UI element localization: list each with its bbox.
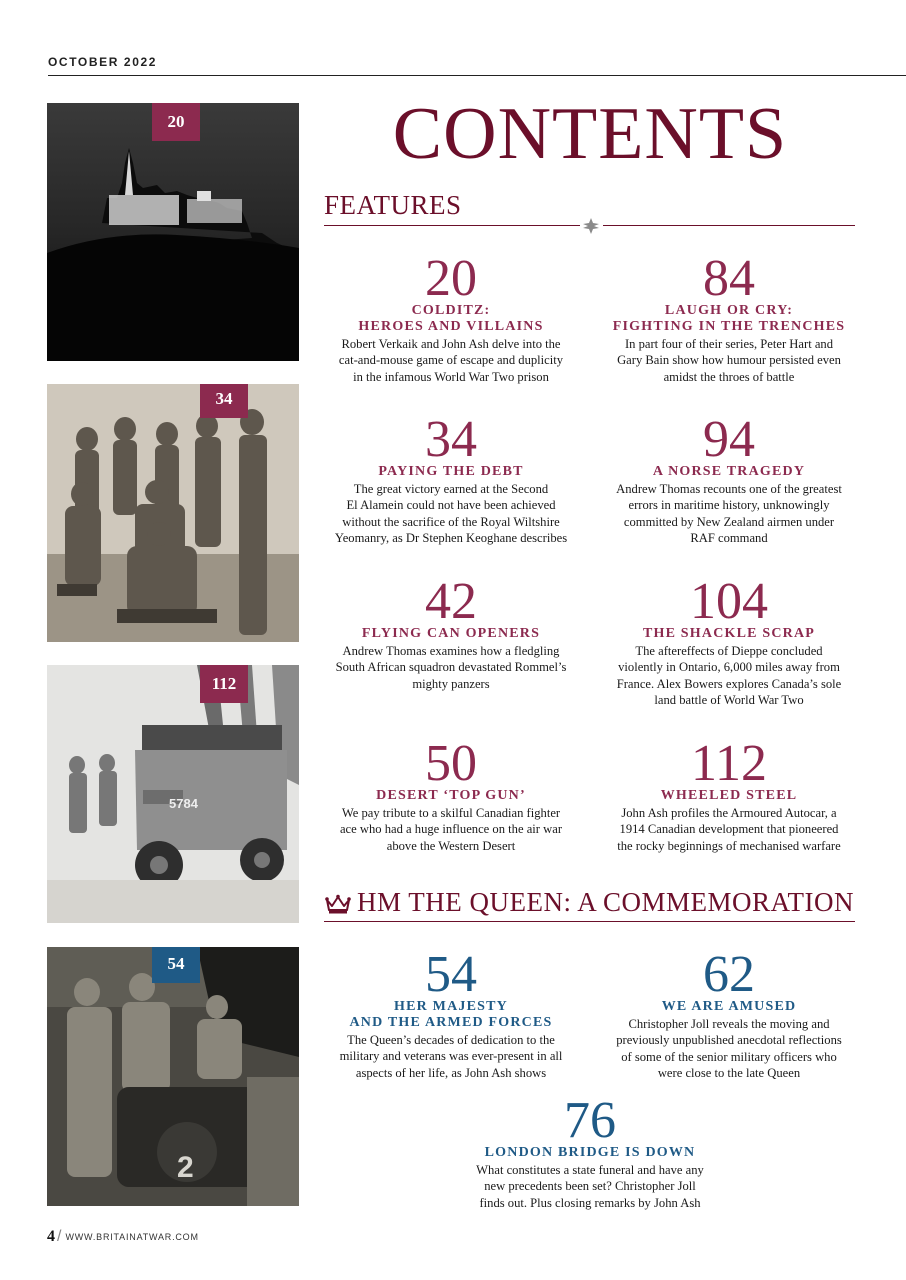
features-rule-right — [603, 225, 855, 226]
feature-entry[interactable] — [599, 735, 859, 854]
entry-page-number: 50 — [425, 735, 477, 792]
entry-title: COLDITZ: HEROES AND VILLAINS — [358, 303, 544, 334]
website-link[interactable]: WWW.BRITAINATWAR.COM — [65, 1232, 199, 1242]
entry-title: PAYING THE DEBT — [378, 464, 524, 479]
entry-description: We pay tribute to a skilful Canadian fighter ace who had a huge influence on the air war above the Western Desert — [339, 806, 563, 853]
feature-entry[interactable] — [599, 250, 859, 385]
photo-badge: 20 — [152, 103, 200, 141]
entry-title: DESERT ‘TOP GUN’ — [376, 788, 526, 803]
photo-badge: 54 — [152, 947, 200, 983]
photo-armoured-autocar — [47, 665, 299, 923]
cross-icon — [582, 217, 600, 235]
entry-page-number: 54 — [425, 946, 477, 1003]
entry-page-number: 42 — [425, 573, 477, 630]
photo-badge: 34 — [200, 384, 248, 418]
entry-description: The aftereffects of Dieppe concluded violently in Ontario, 6,000 miles away from France. Alex Bowers explores Canada’s sole land battle of World War Two — [616, 644, 842, 708]
entry-description: What constitutes a state funeral and have any new precedents been set? Christopher Joll finds out. Plus closing remarks by John Ash — [476, 1163, 704, 1210]
page-title: CONTENTS — [392, 93, 788, 175]
entry-page-number: 94 — [703, 411, 755, 468]
page-footer — [47, 1228, 199, 1246]
entry-title: LONDON BRIDGE IS DOWN — [484, 1145, 696, 1160]
entry-page-number: 112 — [690, 735, 768, 792]
svg-text:2: 2 — [177, 1151, 194, 1184]
feature-entry[interactable] — [321, 411, 581, 547]
feature-entry[interactable] — [321, 250, 581, 385]
queen-rule — [324, 921, 855, 922]
photo-women-servicing-vehicle — [47, 947, 299, 1206]
entry-page-number: 62 — [703, 946, 755, 1003]
entry-description: Christopher Joll reveals the moving and previously unpublished anecdotal reflections of some of the senior military officers who were close to the late Queen — [616, 1017, 842, 1081]
photo-soldiers-group — [47, 384, 299, 642]
feature-entry[interactable] — [599, 573, 859, 709]
entry-title: WHEELED STEEL — [660, 788, 798, 803]
entry-page-number: 20 — [425, 250, 477, 307]
entry-title: WE ARE AMUSED — [661, 999, 797, 1014]
entry-description: The Queen’s decades of dedication to the military and veterans was ever-present in all aspects of her life, as John Ash shows — [339, 1033, 563, 1080]
queen-entry[interactable] — [599, 946, 859, 1082]
entry-title: FLYING CAN OPENERS — [361, 626, 541, 641]
entry-description: In part four of their series, Peter Hart and Gary Bain show how humour persisted even amidst the throes of battle — [617, 337, 841, 384]
footer-separator: / — [57, 1228, 62, 1245]
entry-title: LAUGH OR CRY: FIGHTING IN THE TRENCHES — [612, 303, 846, 334]
entry-page-number: 34 — [425, 411, 477, 468]
entry-description: Robert Verkaik and John Ash delve into the cat-and-mouse game of escape and duplicity in the infamous World War Two prison — [338, 337, 564, 384]
entry-page-number: 76 — [564, 1092, 616, 1149]
entry-description: Andrew Thomas examines how a fledgling South African squadron devastated Rommel’s mighty panzers — [335, 644, 567, 691]
photo-colditz-castle — [47, 103, 299, 361]
queen-heading: HM THE QUEEN: A COMMEMORATION — [357, 887, 855, 917]
entry-description: Andrew Thomas recounts one of the greatest errors in maritime history, unknowingly committed by New Zealand airmen under RAF command — [616, 482, 842, 546]
svg-text:5784: 5784 — [169, 796, 198, 811]
page-number: 4 — [47, 1228, 55, 1245]
feature-entry[interactable] — [599, 411, 859, 547]
header-rule — [48, 75, 906, 76]
queen-entry[interactable] — [460, 1092, 720, 1211]
entry-title: HER MAJESTY AND THE ARMED FORCES — [349, 999, 553, 1030]
entry-description: The great victory earned at the Second El Alamein could not have been achieved without the sacrifice of the Royal Wiltshire Yeomanry, as Dr Stephen Keoghane describes — [334, 482, 568, 546]
feature-entry[interactable] — [321, 735, 581, 854]
features-heading: FEATURES — [324, 190, 462, 220]
entry-title: THE SHACKLE SCRAP — [642, 626, 816, 641]
queen-entry[interactable] — [321, 946, 581, 1081]
crown-icon — [325, 894, 351, 914]
entry-description: John Ash profiles the Armoured Autocar, a 1914 Canadian development that pioneered the rocky beginnings of mechanised warfare — [617, 806, 841, 853]
entry-title: A NORSE TRAGEDY — [652, 464, 806, 479]
entry-page-number: 84 — [703, 250, 755, 307]
feature-entry[interactable] — [321, 573, 581, 692]
entry-page-number: 104 — [690, 573, 768, 630]
photo-badge: 112 — [200, 665, 248, 703]
features-rule-left — [324, 225, 580, 226]
issue-date: OCTOBER 2022 — [48, 55, 158, 69]
